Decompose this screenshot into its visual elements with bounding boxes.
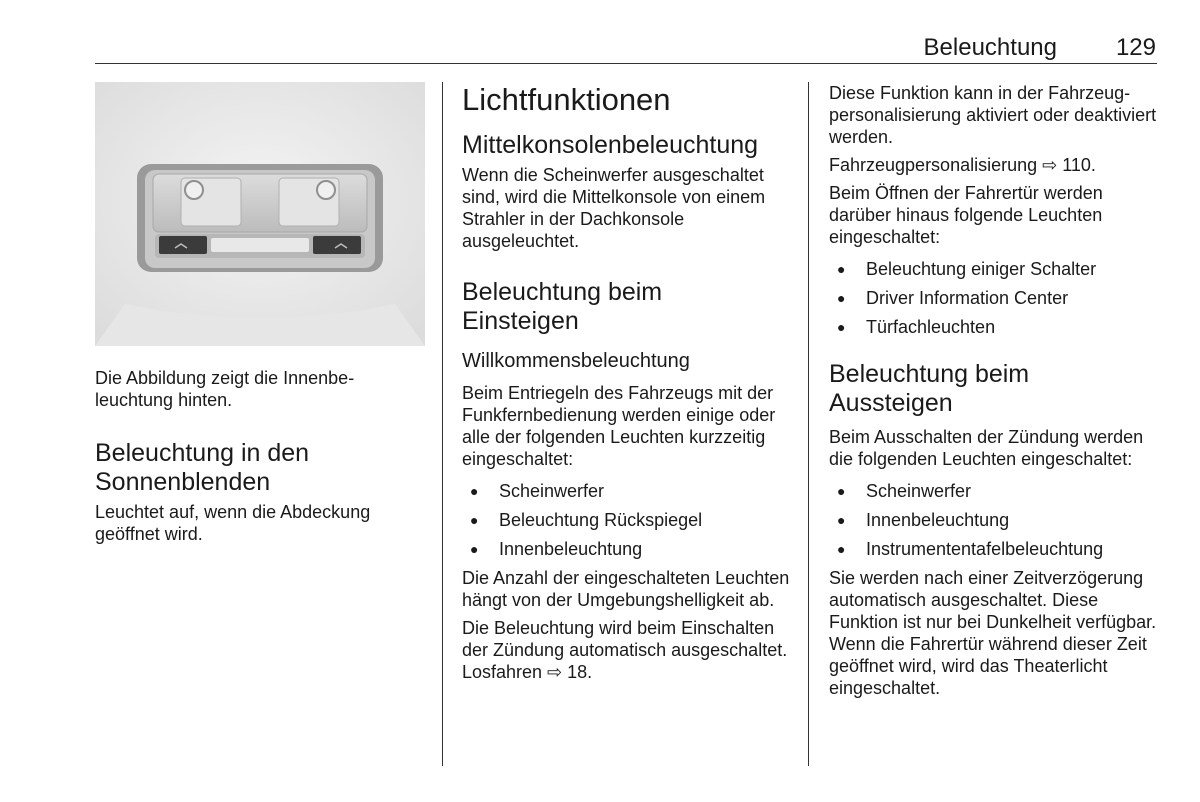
list-item: ● Instrumententafelbeleuchtung (829, 538, 1159, 560)
list-item: ● Beleuchtung Rückspiegel (462, 509, 792, 531)
heading-aussteigen: Beleuchtung beim Aussteigen (829, 360, 1030, 417)
list-item: ● Innenbeleuchtung (462, 538, 792, 560)
rear-interior-light-illustration (95, 82, 425, 346)
heading-sonnenblenden: Beleuchtung in den Sonnenblenden (95, 439, 310, 496)
paragraph-mittelkonsole: Wenn die Scheinwerfer ausgeschaltet sind, wird die Mittelkonsole von einem Strahler in der Dachkonsole ausgeleuchtet. (462, 165, 766, 251)
column-divider-2 (808, 82, 809, 766)
heading-lichtfunktionen: Lichtfunktionen (462, 82, 671, 117)
header-title: Beleuchtung (923, 34, 1057, 61)
list-item: ● Scheinwerfer (462, 480, 792, 502)
list-aussteigen (829, 480, 1159, 560)
column-2 (462, 82, 792, 689)
paragraph-willkommen: Beim Entriegeln des Fahrzeugs mit der Funkfernbedienung werden einige oder alle der folgenden Leuchten kurzzeitig eingeschaltet: (462, 383, 776, 469)
paragraph-aussteigen: Beim Ausschalten der Zündung werden die folgenden Leuchten eingeschaltet: (829, 427, 1144, 469)
heading-mittelkonsole: Mittelkonsolenbeleuchtung (462, 131, 759, 159)
paragraph-personalisierung: Diese Funktion kann in der Fahrzeugpersonalisierung aktiviert oder deaktiviert werden. (829, 83, 1157, 147)
heading-willkommen: Willkommensbeleuchtung (462, 350, 690, 372)
paragraph-sonnenblenden: Leuchtet auf, wenn die Abdeckung geöffnet wird. (95, 502, 371, 544)
header-divider (95, 63, 1157, 64)
column-divider-1 (442, 82, 443, 766)
paragraph-zuendung: Die Beleuchtung wird beim Einschalten der Zündung automatisch ausgeschaltet. Losfahren ⇨ 18. (462, 618, 788, 682)
figure-caption: Die Abbildung zeigt die Innenbeleuchtung hinten. (95, 368, 355, 410)
column-3 (829, 82, 1159, 705)
paragraph-verzoegerung: Sie werden nach einer Zeitverzögerung automatisch ausgeschaltet. Diese Funktion ist nur bei Dunkelheit verfügbar. Wenn die Fahrertür während dieser Zeit geöffnet wird, wird das Theaterlicht eingeschaltet. (829, 568, 1157, 698)
paragraph-anzahl: Die Anzahl der eingeschalteten Leuchten hängt von der Umgebungshelligkeit ab. (462, 568, 790, 610)
list-willkommen (462, 480, 792, 560)
list-item: ● Beleuchtung einiger Schalter (829, 258, 1159, 280)
paragraph-reference: Fahrzeugpersonalisierung ⇨ 110. (829, 155, 1096, 175)
list-item: ● Scheinwerfer (829, 480, 1159, 502)
heading-einsteigen: Beleuchtung beim Einsteigen (462, 278, 663, 335)
list-oeffnen (829, 258, 1159, 338)
paragraph-oeffnen: Beim Öffnen der Fahrertür werden darüber hinaus folgende Leuchten eingeschaltet: (829, 183, 1103, 247)
list-item: ● Driver Information Center (829, 287, 1159, 309)
column-1 (95, 82, 425, 551)
list-item: ● Türfachleuchten (829, 316, 1159, 338)
list-item: ● Innenbeleuchtung (829, 509, 1159, 531)
page-number: 129 (1115, 34, 1156, 61)
